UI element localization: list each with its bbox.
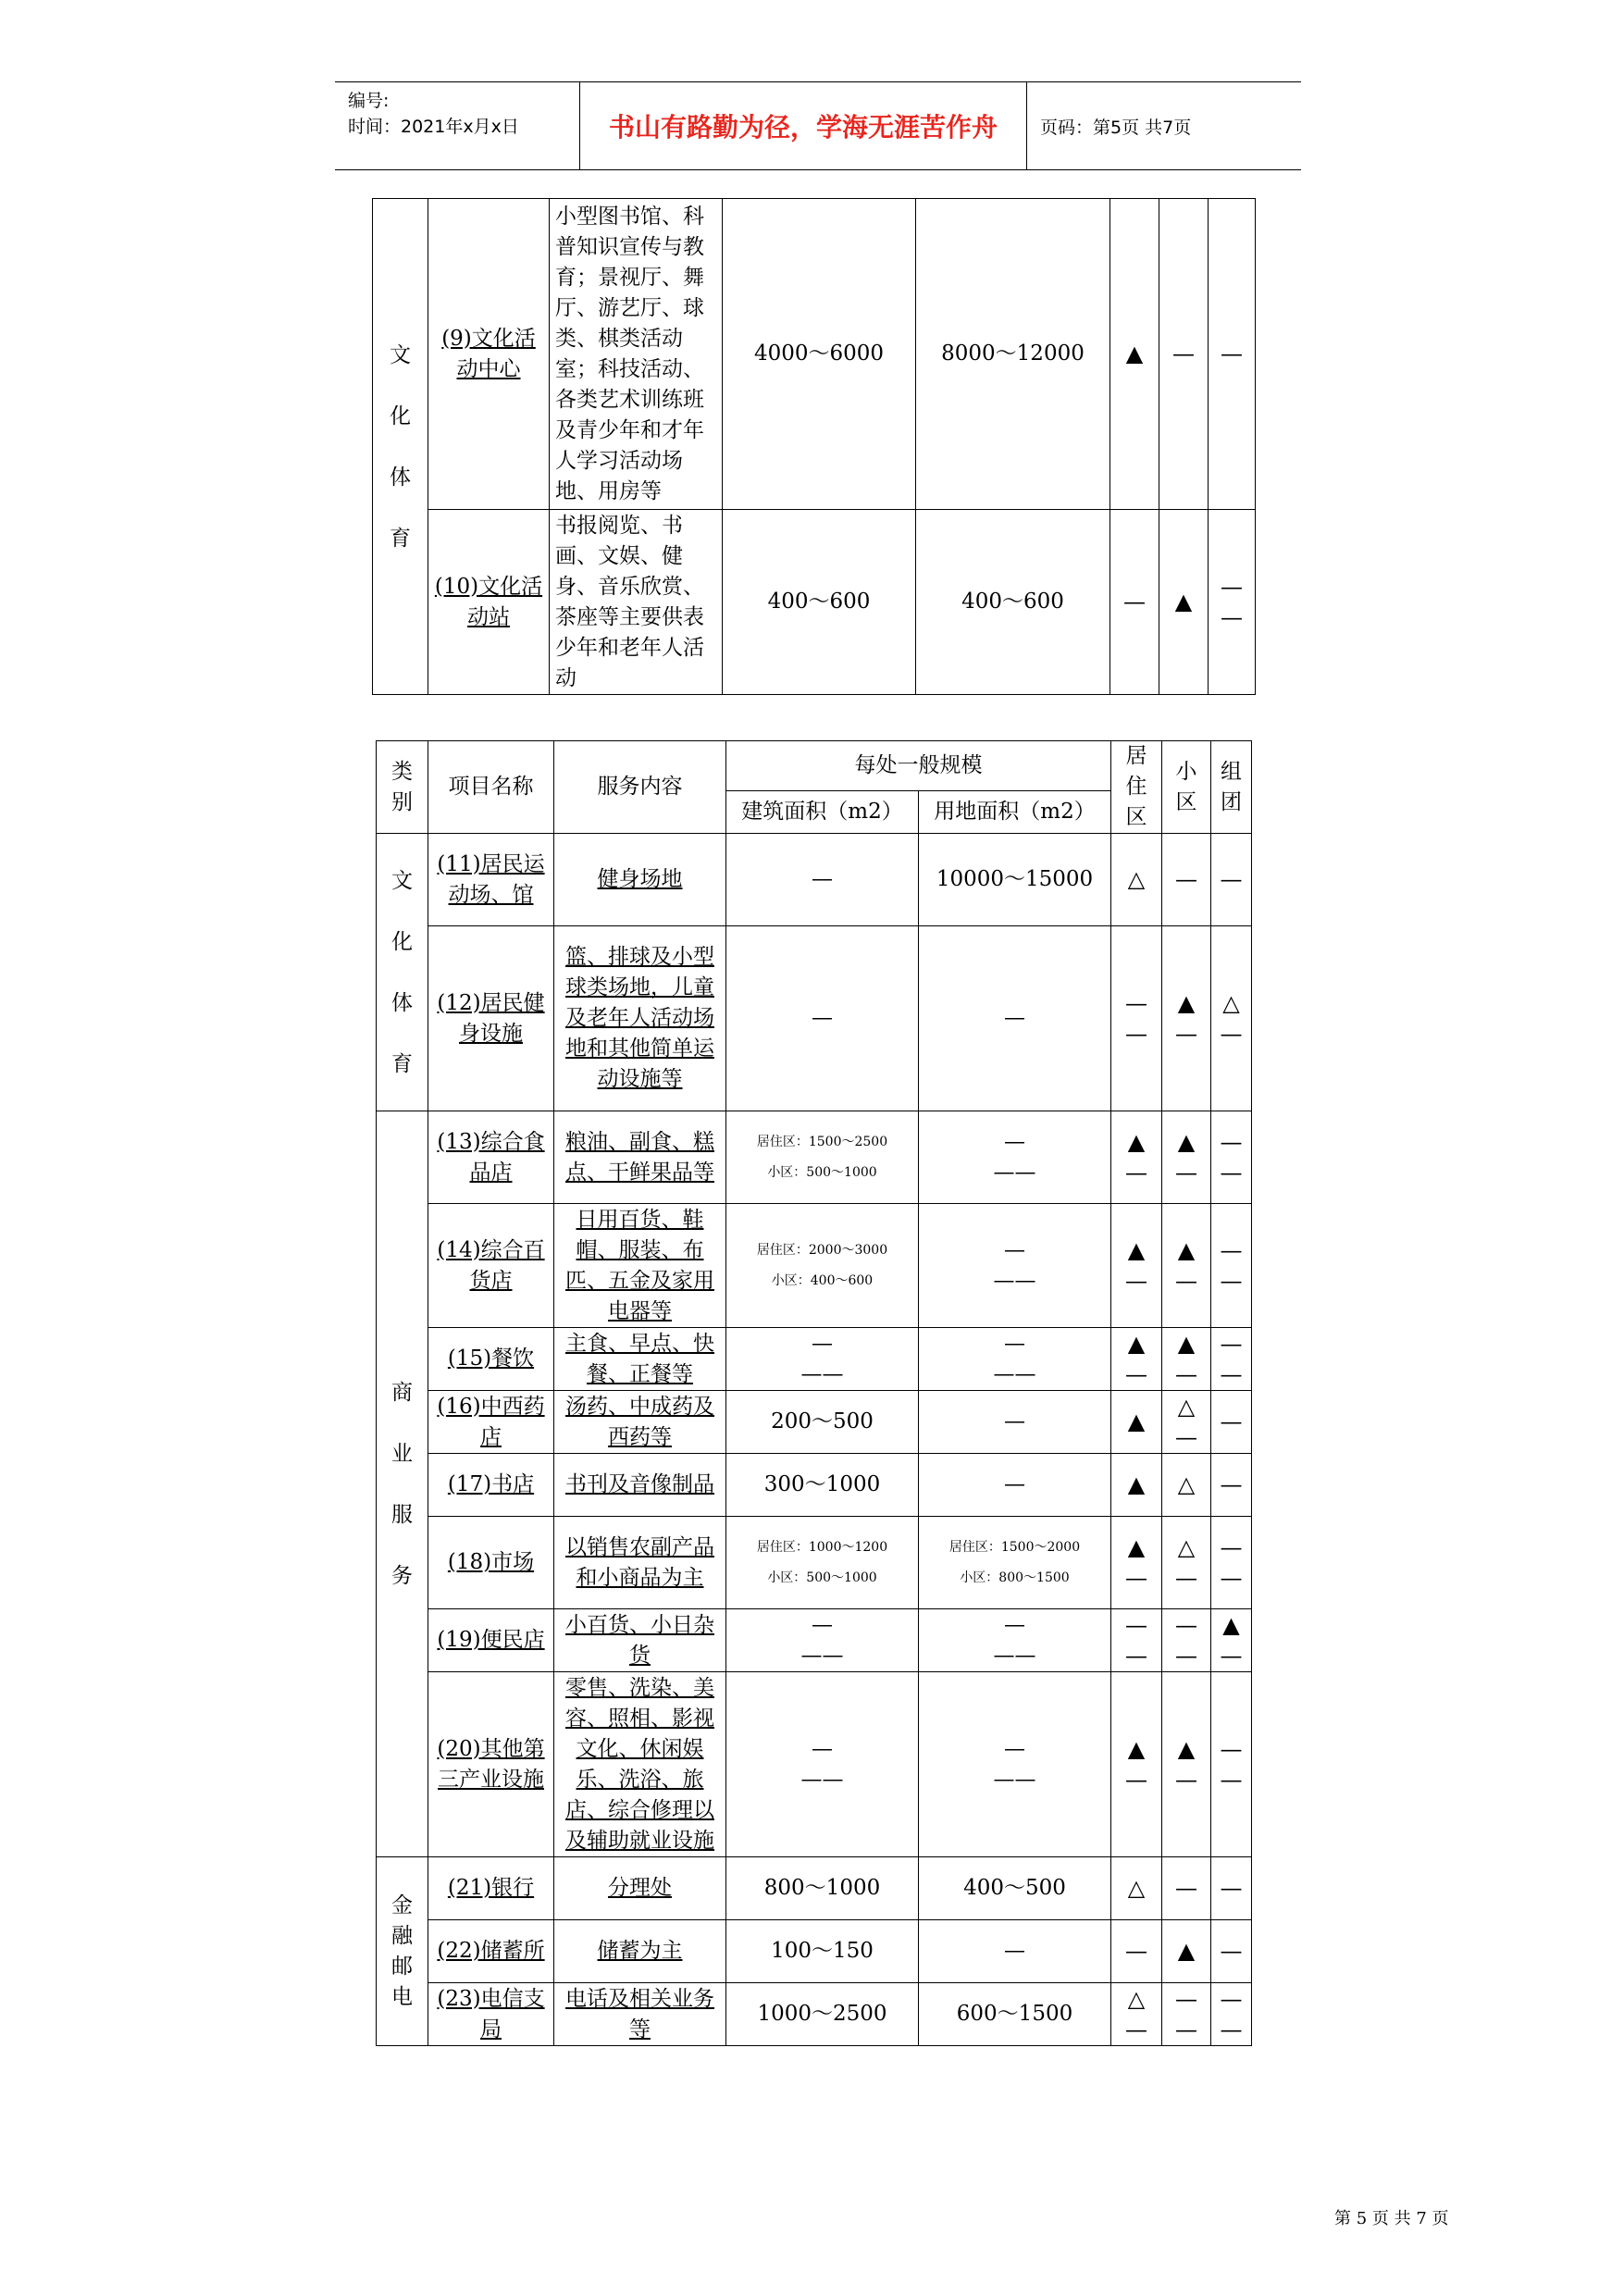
- project-name: (23)电信支局: [428, 1983, 554, 2046]
- category-char: 体: [390, 465, 411, 490]
- level-juzhu: ▲ —: [1111, 1111, 1162, 1204]
- header-left: [348, 88, 519, 140]
- level-zutuan: ▲ —: [1211, 1609, 1252, 1672]
- service-content: 健身场地: [554, 834, 726, 926]
- table-row: [377, 1983, 1252, 2046]
- project-name: (14)综合百货店: [428, 1204, 554, 1328]
- level-xiaoqu: — —: [1162, 1609, 1211, 1672]
- service-content: 书报阅览、书画、文娱、健身、音乐欣赏、茶座等主要供表少年和老年人活动: [550, 510, 723, 695]
- service-content: 分理处: [554, 1857, 726, 1920]
- service-content: 小百货、小日杂货: [554, 1609, 726, 1672]
- project-name: (16)中西药店: [428, 1391, 554, 1454]
- building-area: 800～1000: [726, 1857, 919, 1920]
- level-zutuan: —: [1211, 1857, 1252, 1920]
- page-label: 页码：第5页 共7页: [1040, 117, 1192, 138]
- table-row: [377, 1391, 1252, 1454]
- table-row: [377, 1920, 1252, 1983]
- level-juzhu: ▲ —: [1111, 1672, 1162, 1857]
- building-area: 4000～6000: [723, 199, 916, 510]
- building-area: — ——: [726, 1672, 919, 1857]
- category-char: 化: [390, 403, 411, 428]
- land-area: 10000～15000: [919, 834, 1111, 926]
- category-cell: 商 业 服 务: [377, 1111, 428, 1857]
- land-area: — ——: [919, 1111, 1111, 1204]
- building-area: — ——: [726, 1609, 919, 1672]
- level-zutuan: — —: [1211, 1111, 1252, 1204]
- project-name: (11)居民运动场、馆: [428, 834, 554, 926]
- building-area: 居住区：2000～3000 小区：400～600: [726, 1204, 919, 1328]
- level-xiaoqu: — —: [1162, 1983, 1211, 2046]
- category-char: 文: [390, 342, 411, 367]
- land-area: 居住区：1500～2000 小区：800～1500: [919, 1517, 1111, 1609]
- page-footer: 第 5 页 共 7 页: [1334, 2209, 1449, 2228]
- service-content: 储蓄为主: [554, 1920, 726, 1983]
- land-area: — ——: [919, 1328, 1111, 1391]
- motto: 书山有路勤为径，学海无涯苦作舟: [579, 82, 1027, 169]
- building-area: —: [726, 926, 919, 1111]
- header-name: 项目名称: [428, 741, 554, 834]
- category-cell: 金 融 邮 电: [377, 1857, 428, 2046]
- building-area: —: [726, 834, 919, 926]
- table-row: [377, 834, 1252, 926]
- table-row: [377, 1609, 1252, 1672]
- table-row: [377, 1204, 1252, 1328]
- service-content: 日用百货、鞋帽、服装、布匹、五金及家用电器等: [554, 1204, 726, 1328]
- table-row: [377, 926, 1252, 1111]
- project-name: (21)银行: [428, 1857, 554, 1920]
- header-juzhu: 居住区: [1111, 741, 1162, 834]
- level-xiaoqu: ▲ —: [1162, 1111, 1211, 1204]
- level-zutuan: —: [1211, 1454, 1252, 1517]
- level-xiaoqu: ▲: [1162, 1920, 1211, 1983]
- project-name: (17)书店: [428, 1454, 554, 1517]
- service-content: 以销售农副产品和小商品为主: [554, 1517, 726, 1609]
- service-content: 零售、洗染、美容、照相、影视文化、休闲娱乐、洗浴、旅店、综合修理以及辅助就业设施: [554, 1672, 726, 1857]
- level-juzhu: — —: [1111, 926, 1162, 1111]
- level-xiaoqu: △ —: [1162, 1517, 1211, 1609]
- level-juzhu: △: [1111, 834, 1162, 926]
- level-xiaoqu: ▲ —: [1162, 1204, 1211, 1328]
- land-area: 400～500: [919, 1857, 1111, 1920]
- header-category: 类别: [377, 741, 428, 834]
- level-zutuan: —: [1211, 1391, 1252, 1454]
- project-name: (22)储蓄所: [428, 1920, 554, 1983]
- level-zutuan: — —: [1209, 510, 1256, 695]
- building-area: 居住区：1500～2500 小区：500～1000: [726, 1111, 919, 1204]
- category-char: 育: [390, 526, 411, 551]
- land-area: — ——: [919, 1672, 1111, 1857]
- service-content: 电话及相关业务等: [554, 1983, 726, 2046]
- level-xiaoqu: —: [1159, 199, 1209, 510]
- level-juzhu: ▲ —: [1111, 1328, 1162, 1391]
- land-area: —: [919, 1391, 1111, 1454]
- land-area: 8000～12000: [916, 199, 1110, 510]
- level-juzhu: —: [1111, 1920, 1162, 1983]
- level-zutuan: —: [1211, 834, 1252, 926]
- land-area: —: [919, 1920, 1111, 1983]
- project-name: (20)其他第三产业设施: [428, 1672, 554, 1857]
- level-zutuan: — —: [1211, 1204, 1252, 1328]
- land-area: —: [919, 926, 1111, 1111]
- page-header: [335, 81, 1301, 170]
- building-area: 300～1000: [726, 1454, 919, 1517]
- building-area: 400～600: [723, 510, 916, 695]
- level-zutuan: —: [1211, 1920, 1252, 1983]
- level-zutuan: — —: [1211, 1328, 1252, 1391]
- building-area: 200～500: [726, 1391, 919, 1454]
- service-content: 小型图书馆、科普知识宣传与教育；景视厅、舞厅、游艺厅、球类、棋类活动室；科技活动、各类艺术训练班及青少年和才年人学习活动场地、用房等: [550, 199, 723, 510]
- header-land: 用地面积（m2）: [919, 791, 1111, 834]
- table-row: [377, 1672, 1252, 1857]
- number-label: 编号:: [348, 91, 390, 111]
- table-row: [377, 1111, 1252, 1204]
- facility-table-1: [372, 198, 1256, 695]
- level-juzhu: — —: [1111, 1609, 1162, 1672]
- level-juzhu: △ —: [1111, 1983, 1162, 2046]
- service-content: 主食、早点、快餐、正餐等: [554, 1328, 726, 1391]
- level-xiaoqu: —: [1162, 1857, 1211, 1920]
- header-xiaoqu: 小区: [1162, 741, 1211, 834]
- time-label: 时间：2021年x月x日: [348, 117, 519, 137]
- project-name: (18)市场: [428, 1517, 554, 1609]
- level-juzhu: ▲: [1111, 1454, 1162, 1517]
- land-area: — ——: [919, 1609, 1111, 1672]
- table-row: [373, 199, 1256, 510]
- table-row: [377, 1857, 1252, 1920]
- level-juzhu: △: [1111, 1857, 1162, 1920]
- service-content: 书刊及音像制品: [554, 1454, 726, 1517]
- land-area: — ——: [919, 1204, 1111, 1328]
- building-area: — ——: [726, 1328, 919, 1391]
- land-area: —: [919, 1454, 1111, 1517]
- level-xiaoqu: ▲: [1159, 510, 1209, 695]
- category-cell: 文 化 体 育: [377, 834, 428, 1111]
- service-content: 篮、排球及小型球类场地，儿童及老年人活动场地和其他简单运动设施等: [554, 926, 726, 1111]
- project-name: (15)餐饮: [428, 1328, 554, 1391]
- level-juzhu: ▲ —: [1111, 1517, 1162, 1609]
- land-area: 400～600: [916, 510, 1110, 695]
- category-cell: [373, 199, 428, 695]
- level-zutuan: —: [1209, 199, 1256, 510]
- level-juzhu: ▲: [1110, 199, 1159, 510]
- service-content: 粮油、副食、糕点、干鲜果品等: [554, 1111, 726, 1204]
- header-build: 建筑面积（m2）: [726, 791, 919, 834]
- level-juzhu: —: [1110, 510, 1159, 695]
- level-xiaoqu: —: [1162, 834, 1211, 926]
- header-zutuan: 组团: [1211, 741, 1252, 834]
- project-name: (19)便民店: [428, 1609, 554, 1672]
- building-area: 100～150: [726, 1920, 919, 1983]
- level-zutuan: — —: [1211, 1983, 1252, 2046]
- level-juzhu: ▲: [1111, 1391, 1162, 1454]
- table-row: [377, 1454, 1252, 1517]
- level-xiaoqu: ▲ —: [1162, 1328, 1211, 1391]
- facility-table-2: [376, 740, 1252, 2046]
- level-juzhu: ▲ —: [1111, 1204, 1162, 1328]
- project-name: (12)居民健身设施: [428, 926, 554, 1111]
- level-xiaoqu: ▲ —: [1162, 1672, 1211, 1857]
- service-content: 汤药、中成药及西药等: [554, 1391, 726, 1454]
- table-row: [377, 1517, 1252, 1609]
- header-scale: 每处一般规模: [726, 741, 1111, 791]
- level-zutuan: — —: [1211, 1672, 1252, 1857]
- land-area: 600～1500: [919, 1983, 1111, 2046]
- level-xiaoqu: △: [1162, 1454, 1211, 1517]
- project-name: (13)综合食品店: [428, 1111, 554, 1204]
- project-name: (10)文化活动站: [428, 510, 550, 695]
- building-area: 1000～2500: [726, 1983, 919, 2046]
- level-xiaoqu: △ —: [1162, 1391, 1211, 1454]
- level-zutuan: — —: [1211, 1517, 1252, 1609]
- level-zutuan: △ —: [1211, 926, 1252, 1111]
- table-row: [373, 510, 1256, 695]
- level-xiaoqu: ▲ —: [1162, 926, 1211, 1111]
- table-row: [377, 1328, 1252, 1391]
- building-area: 居住区：1000～1200 小区：500～1000: [726, 1517, 919, 1609]
- header-service: 服务内容: [554, 741, 726, 834]
- project-name: (9)文化活动中心: [428, 199, 550, 510]
